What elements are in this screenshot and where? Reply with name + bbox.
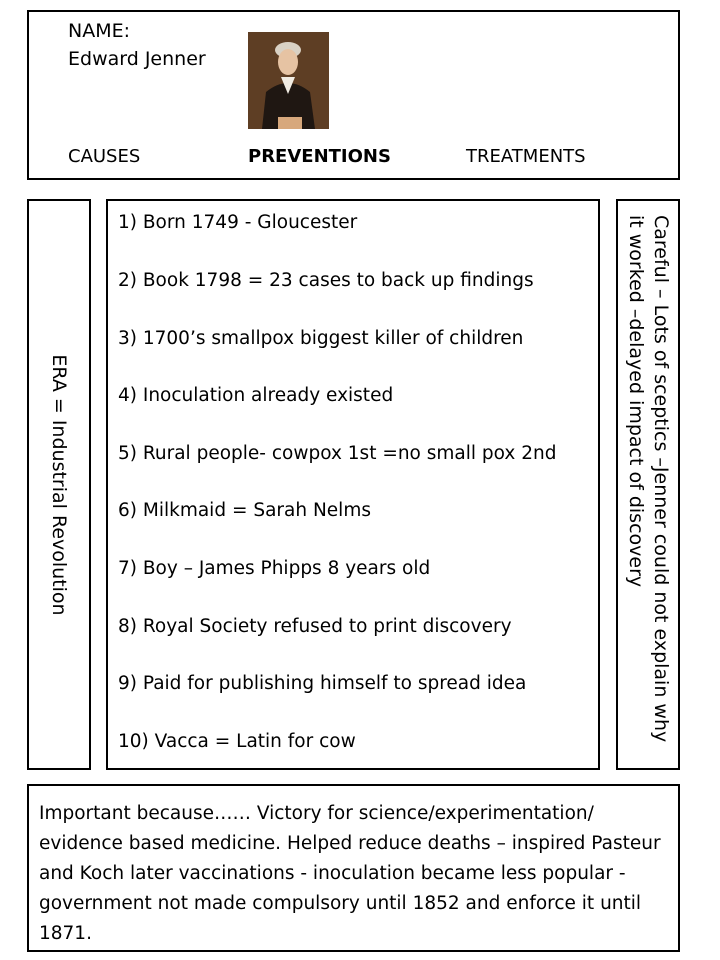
category-treatments: TREATMENTS [466, 146, 586, 167]
era-box [27, 199, 91, 770]
list-item: 7) Boy – James Phipps 8 years old [118, 558, 431, 579]
list-item: 9) Paid for publishing himself to spread idea [118, 673, 527, 694]
category-preventions: PREVENTIONS [248, 146, 391, 167]
list-item: 2) Book 1798 = 23 cases to back up findings [118, 270, 534, 291]
name-value: Edward Jenner [68, 48, 206, 70]
era-text: ERA = Industrial Revolution [48, 353, 70, 616]
portrait-icon [248, 32, 329, 129]
careful-box [616, 199, 680, 770]
list-item: 10) Vacca = Latin for cow [118, 731, 356, 752]
important-box [27, 784, 680, 952]
list-item: 1) Born 1749 - Gloucester [118, 212, 358, 233]
list-item: 4) Inoculation already existed [118, 385, 394, 406]
name-label: NAME: [68, 20, 131, 42]
list-item: 8) Royal Society refused to print discovery [118, 616, 512, 637]
careful-text: Careful – Lots of sceptics –Jenner could not explain why it worked –delayed impact of discovery [625, 214, 672, 742]
important-text: Important because…… Victory for science/experimentation/ evidence based medicine. Helped reduce deaths – inspired Pasteur and Koch later vaccinations - inoculation became less popular - government not made compulsory until 1852 and enforce it until 1871. [39, 803, 661, 944]
facts-list [106, 199, 600, 770]
header-box [27, 10, 680, 180]
list-item: 3) 1700’s smallpox biggest killer of children [118, 328, 524, 349]
list-item: 5) Rural people- cowpox 1st =no small pox 2nd [118, 443, 557, 464]
category-causes: CAUSES [68, 146, 141, 167]
list-item: 6) Milkmaid = Sarah Nelms [118, 500, 371, 521]
